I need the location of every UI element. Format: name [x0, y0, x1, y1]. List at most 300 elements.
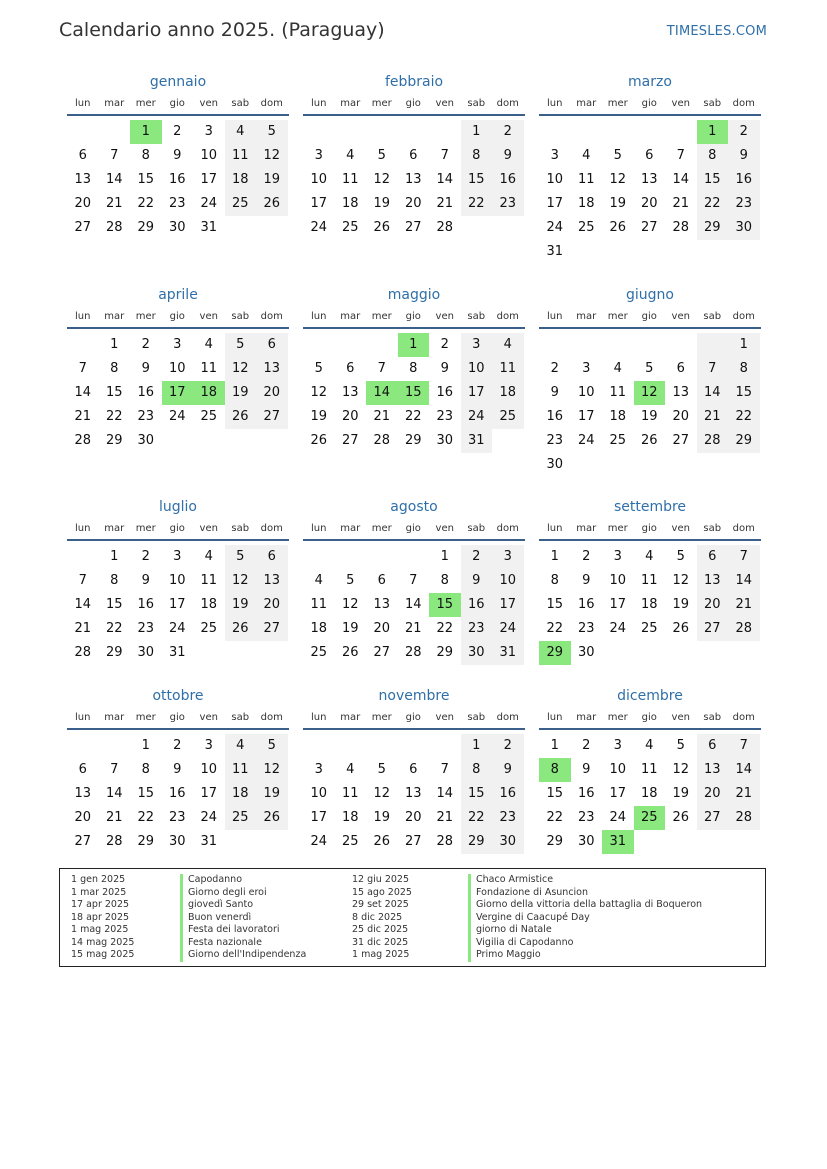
header-rule: [303, 539, 525, 541]
day-cell: 11: [200, 573, 218, 588]
day-cell: 17: [461, 381, 493, 405]
day-cell: 25: [200, 409, 218, 424]
day-cell: 4: [582, 148, 591, 163]
empty-cell: [634, 120, 666, 144]
day-cell: 13: [640, 172, 658, 187]
holiday-day-cell: 15: [398, 381, 430, 405]
weekday-label: dom: [732, 711, 755, 723]
legend-dates-col-2: [352, 874, 412, 962]
day-cell: 30: [436, 433, 454, 448]
weekday-label: lun: [547, 711, 563, 723]
holiday-day-cell: 12: [634, 381, 666, 405]
empty-cell: [366, 333, 398, 357]
day-cell: 27: [373, 645, 391, 660]
month-title: maggio: [387, 287, 441, 303]
day-cell: 14: [436, 172, 454, 187]
day-cell: 31: [492, 641, 524, 665]
day-cell: 3: [461, 333, 493, 357]
day-cell: 29: [137, 220, 155, 235]
day-cell: 29: [697, 216, 729, 240]
empty-cell: [398, 545, 430, 569]
day-cell: 25: [225, 192, 257, 216]
weekday-label: gio: [641, 310, 657, 322]
header-rule: [539, 728, 761, 730]
weekday-label: gio: [169, 97, 185, 109]
day-cell: 25: [640, 621, 658, 636]
holiday-day-cell: 1: [697, 120, 729, 144]
weekday-label: mar: [576, 310, 597, 322]
day-cell: 20: [697, 782, 729, 806]
weekday-label: mar: [340, 97, 361, 109]
day-cell: 26: [256, 806, 288, 830]
empty-cell: [67, 333, 99, 357]
day-cell: 8: [697, 144, 729, 168]
day-cell: 3: [613, 549, 622, 564]
month-title: aprile: [158, 287, 198, 303]
day-cell: 18: [341, 196, 359, 211]
day-cell: 17: [200, 172, 218, 187]
day-cell: 20: [74, 810, 92, 825]
month-settembre: [539, 497, 761, 665]
weekday-label: gio: [405, 711, 421, 723]
days-grid: [303, 120, 525, 240]
weekday-label: mer: [135, 310, 156, 322]
day-cell: 24: [546, 220, 564, 235]
weekday-label: dom: [260, 711, 283, 723]
day-cell: 2: [461, 545, 493, 569]
day-cell: 26: [256, 192, 288, 216]
empty-cell: [602, 120, 634, 144]
day-cell: 4: [613, 361, 622, 376]
weekday-label: gio: [641, 522, 657, 534]
day-cell: 20: [256, 593, 288, 617]
day-cell: 13: [697, 569, 729, 593]
day-cell: 5: [377, 148, 386, 163]
day-cell: 11: [492, 357, 524, 381]
weekday-label: sab: [231, 310, 250, 322]
day-cell: 10: [461, 357, 493, 381]
day-cell: 23: [546, 433, 564, 448]
weekday-label: gio: [405, 97, 421, 109]
empty-cell: [398, 734, 430, 758]
weekday-label: mer: [135, 97, 156, 109]
day-cell: 4: [225, 734, 257, 758]
day-cell: 2: [492, 734, 524, 758]
day-cell: 19: [640, 409, 658, 424]
day-cell: 14: [728, 569, 760, 593]
legend-names-col-1: [180, 874, 306, 962]
day-cell: 5: [377, 762, 386, 777]
day-cell: 9: [173, 148, 182, 163]
month-dicembre: [539, 686, 761, 854]
weekday-label: mar: [104, 522, 125, 534]
day-cell: 28: [74, 645, 92, 660]
day-cell: 11: [640, 573, 658, 588]
legend-holiday-name: Fondazione di Asuncion: [468, 887, 702, 900]
month-title: novembre: [378, 688, 450, 704]
day-cell: 3: [492, 545, 524, 569]
day-cell: 27: [404, 220, 422, 235]
day-cell: 26: [609, 220, 627, 235]
day-cell: 13: [256, 357, 288, 381]
day-cell: 7: [728, 734, 760, 758]
days-grid: [539, 333, 761, 477]
day-cell: 13: [697, 758, 729, 782]
day-cell: 17: [492, 593, 524, 617]
empty-cell: [67, 734, 99, 758]
day-cell: 6: [256, 333, 288, 357]
weekday-label: dom: [496, 97, 519, 109]
day-cell: 20: [672, 409, 690, 424]
day-cell: 17: [577, 409, 595, 424]
empty-cell: [665, 120, 697, 144]
day-cell: 26: [225, 617, 257, 641]
day-cell: 25: [310, 645, 328, 660]
day-cell: 30: [461, 641, 493, 665]
weekday-label: mer: [607, 711, 628, 723]
day-cell: 1: [461, 734, 493, 758]
header-rule: [303, 114, 525, 116]
weekday-label: gio: [641, 97, 657, 109]
header-rule: [67, 539, 289, 541]
day-cell: 5: [225, 545, 257, 569]
day-cell: 4: [225, 120, 257, 144]
weekday-label: mar: [576, 97, 597, 109]
day-cell: 28: [373, 433, 391, 448]
month-title: giugno: [626, 287, 674, 303]
day-cell: 12: [341, 597, 359, 612]
day-cell: 15: [697, 168, 729, 192]
weekday-label: sab: [231, 97, 250, 109]
brand-link[interactable]: TIMESLES.COM: [666, 24, 767, 39]
weekday-header: [303, 305, 525, 327]
days-grid: [67, 545, 289, 665]
month-title: luglio: [159, 499, 197, 515]
weekday-label: mer: [607, 522, 628, 534]
weekday-label: ven: [435, 711, 454, 723]
day-cell: 20: [404, 810, 422, 825]
day-cell: 27: [697, 806, 729, 830]
empty-cell: [303, 333, 335, 357]
days-grid: [303, 545, 525, 665]
day-cell: 18: [609, 409, 627, 424]
holiday-day-cell: 17: [162, 381, 194, 405]
day-cell: 28: [436, 834, 454, 849]
day-cell: 26: [373, 220, 391, 235]
day-cell: 9: [492, 144, 524, 168]
day-cell: 27: [74, 834, 92, 849]
day-cell: 15: [461, 782, 493, 806]
day-cell: 6: [409, 148, 418, 163]
day-cell: 16: [436, 385, 454, 400]
day-cell: 9: [492, 758, 524, 782]
day-cell: 5: [676, 549, 685, 564]
day-cell: 7: [78, 361, 87, 376]
legend-date: 15 ago 2025: [352, 886, 412, 898]
empty-cell: [99, 734, 131, 758]
legend-names-col-2: [468, 874, 702, 962]
weekday-label: mar: [340, 711, 361, 723]
month-marzo: [539, 72, 761, 264]
day-cell: 4: [645, 549, 654, 564]
days-grid: [303, 734, 525, 854]
day-cell: 16: [546, 409, 564, 424]
month-giugno: [539, 285, 761, 477]
day-cell: 7: [440, 148, 449, 163]
day-cell: 21: [404, 621, 422, 636]
weekday-header: [67, 305, 289, 327]
day-cell: 7: [110, 148, 119, 163]
days-grid: [539, 545, 761, 665]
day-cell: 25: [609, 433, 627, 448]
weekday-label: dom: [732, 97, 755, 109]
day-cell: 29: [404, 433, 422, 448]
day-cell: 24: [310, 834, 328, 849]
day-cell: 13: [373, 597, 391, 612]
days-grid: [539, 734, 761, 854]
day-cell: 15: [137, 172, 155, 187]
day-cell: 17: [310, 196, 328, 211]
day-cell: 7: [440, 762, 449, 777]
day-cell: 21: [105, 196, 123, 211]
month-novembre: [303, 686, 525, 854]
weekday-label: mar: [340, 310, 361, 322]
weekday-label: dom: [260, 522, 283, 534]
weekday-label: sab: [703, 522, 722, 534]
day-cell: 2: [492, 120, 524, 144]
day-cell: 26: [640, 433, 658, 448]
day-cell: 10: [200, 762, 218, 777]
weekday-header: [67, 706, 289, 728]
day-cell: 30: [492, 830, 524, 854]
weekday-header: [303, 706, 525, 728]
day-cell: 26: [225, 405, 257, 429]
legend-holiday-name: Giorno della vittoria della battaglia di Boqueron: [468, 899, 702, 912]
day-cell: 13: [404, 786, 422, 801]
day-cell: 1: [728, 333, 760, 357]
legend-date: 18 apr 2025: [71, 911, 130, 923]
day-cell: 9: [141, 361, 150, 376]
day-cell: 4: [204, 337, 213, 352]
header-rule: [303, 327, 525, 329]
day-cell: 2: [173, 738, 182, 753]
header-rule: [539, 539, 761, 541]
day-cell: 19: [609, 196, 627, 211]
month-title: marzo: [628, 74, 672, 90]
weekday-header: [67, 517, 289, 539]
holiday-day-cell: 8: [539, 758, 571, 782]
weekday-header: [67, 92, 289, 114]
day-cell: 16: [577, 786, 595, 801]
day-cell: 2: [582, 549, 591, 564]
empty-cell: [67, 545, 99, 569]
day-cell: 8: [110, 361, 119, 376]
legend-holiday-name: Capodanno: [180, 874, 306, 887]
day-cell: 1: [110, 337, 119, 352]
day-cell: 27: [74, 220, 92, 235]
day-cell: 22: [546, 621, 564, 636]
weekday-label: lun: [75, 310, 91, 322]
legend-date: 8 dic 2025: [352, 911, 403, 923]
holiday-day-cell: 14: [366, 381, 398, 405]
day-cell: 30: [577, 645, 595, 660]
empty-cell: [571, 333, 603, 357]
day-cell: 2: [440, 337, 449, 352]
weekday-label: lun: [75, 711, 91, 723]
legend-holiday-name: Festa nazionale: [180, 937, 306, 950]
weekday-label: mer: [371, 310, 392, 322]
weekday-label: mar: [104, 97, 125, 109]
day-cell: 23: [168, 810, 186, 825]
day-cell: 29: [461, 830, 493, 854]
day-cell: 15: [105, 597, 123, 612]
empty-cell: [67, 120, 99, 144]
day-cell: 16: [492, 168, 524, 192]
weekday-label: lun: [75, 97, 91, 109]
day-cell: 8: [440, 573, 449, 588]
weekday-header: [303, 92, 525, 114]
day-cell: 28: [728, 617, 760, 641]
day-cell: 13: [404, 172, 422, 187]
day-cell: 6: [645, 148, 654, 163]
day-cell: 19: [672, 786, 690, 801]
holiday-day-cell: 1: [130, 120, 162, 144]
day-cell: 2: [550, 361, 559, 376]
weekday-header: [539, 706, 761, 728]
header-rule: [539, 327, 761, 329]
day-cell: 18: [200, 597, 218, 612]
weekday-label: lun: [547, 522, 563, 534]
legend-holiday-name: Buon venerdì: [180, 912, 306, 925]
day-cell: 14: [105, 786, 123, 801]
empty-cell: [335, 734, 367, 758]
day-cell: 8: [141, 762, 150, 777]
day-cell: 22: [404, 409, 422, 424]
day-cell: 14: [436, 786, 454, 801]
day-cell: 7: [728, 545, 760, 569]
day-cell: 21: [672, 196, 690, 211]
weekday-label: dom: [496, 711, 519, 723]
day-cell: 10: [310, 786, 328, 801]
day-cell: 6: [676, 361, 685, 376]
day-cell: 28: [697, 429, 729, 453]
day-cell: 12: [373, 786, 391, 801]
day-cell: 14: [105, 172, 123, 187]
day-cell: 3: [314, 762, 323, 777]
month-title: agosto: [390, 499, 438, 515]
weekday-label: ven: [435, 522, 454, 534]
day-cell: 10: [546, 172, 564, 187]
month-maggio: [303, 285, 525, 453]
day-cell: 10: [609, 573, 627, 588]
day-cell: 1: [440, 549, 449, 564]
day-cell: 23: [436, 409, 454, 424]
day-cell: 3: [613, 738, 622, 753]
holiday-day-cell: 1: [398, 333, 430, 357]
day-cell: 16: [577, 597, 595, 612]
empty-cell: [335, 545, 367, 569]
day-cell: 7: [377, 361, 386, 376]
day-cell: 23: [492, 192, 524, 216]
day-cell: 14: [728, 758, 760, 782]
day-cell: 5: [346, 573, 355, 588]
day-cell: 4: [346, 148, 355, 163]
day-cell: 8: [409, 361, 418, 376]
weekday-header: [539, 305, 761, 327]
days-grid: [67, 734, 289, 854]
weekday-label: dom: [496, 522, 519, 534]
day-cell: 3: [204, 738, 213, 753]
day-cell: 5: [645, 361, 654, 376]
day-cell: 8: [461, 144, 493, 168]
weekday-label: mar: [104, 310, 125, 322]
day-cell: 14: [697, 381, 729, 405]
day-cell: 12: [225, 357, 257, 381]
weekday-label: dom: [496, 310, 519, 322]
day-cell: 22: [105, 621, 123, 636]
day-cell: 12: [672, 762, 690, 777]
day-cell: 23: [137, 621, 155, 636]
empty-cell: [398, 120, 430, 144]
day-cell: 21: [373, 409, 391, 424]
day-cell: 22: [546, 810, 564, 825]
day-cell: 30: [168, 220, 186, 235]
day-cell: 30: [168, 834, 186, 849]
day-cell: 19: [310, 409, 328, 424]
weekday-label: gio: [405, 310, 421, 322]
day-cell: 4: [346, 762, 355, 777]
day-cell: 2: [728, 120, 760, 144]
day-cell: 11: [225, 144, 257, 168]
day-cell: 15: [546, 786, 564, 801]
day-cell: 6: [697, 734, 729, 758]
day-cell: 23: [168, 196, 186, 211]
empty-cell: [602, 333, 634, 357]
legend-date: 14 mag 2025: [71, 936, 135, 948]
weekday-label: gio: [169, 522, 185, 534]
day-cell: 12: [256, 144, 288, 168]
day-cell: 21: [697, 405, 729, 429]
day-cell: 16: [461, 593, 493, 617]
day-cell: 25: [200, 621, 218, 636]
day-cell: 25: [225, 806, 257, 830]
day-cell: 30: [546, 457, 564, 472]
weekday-label: mar: [104, 711, 125, 723]
day-cell: 24: [609, 621, 627, 636]
empty-cell: [665, 333, 697, 357]
day-cell: 20: [373, 621, 391, 636]
month-aprile: [67, 285, 289, 453]
holiday-legend: [59, 868, 766, 967]
day-cell: 4: [645, 738, 654, 753]
month-ottobre: [67, 686, 289, 854]
day-cell: 23: [461, 617, 493, 641]
day-cell: 16: [168, 172, 186, 187]
day-cell: 8: [110, 573, 119, 588]
legend-dates-col-1: [71, 874, 134, 962]
day-cell: 5: [613, 148, 622, 163]
day-cell: 16: [137, 597, 155, 612]
day-cell: 19: [225, 593, 257, 617]
weekday-label: gio: [641, 711, 657, 723]
day-cell: 1: [141, 738, 150, 753]
weekday-header: [539, 92, 761, 114]
day-cell: 7: [676, 148, 685, 163]
day-cell: 28: [672, 220, 690, 235]
day-cell: 13: [341, 385, 359, 400]
day-cell: 20: [697, 593, 729, 617]
weekday-label: ven: [199, 97, 218, 109]
